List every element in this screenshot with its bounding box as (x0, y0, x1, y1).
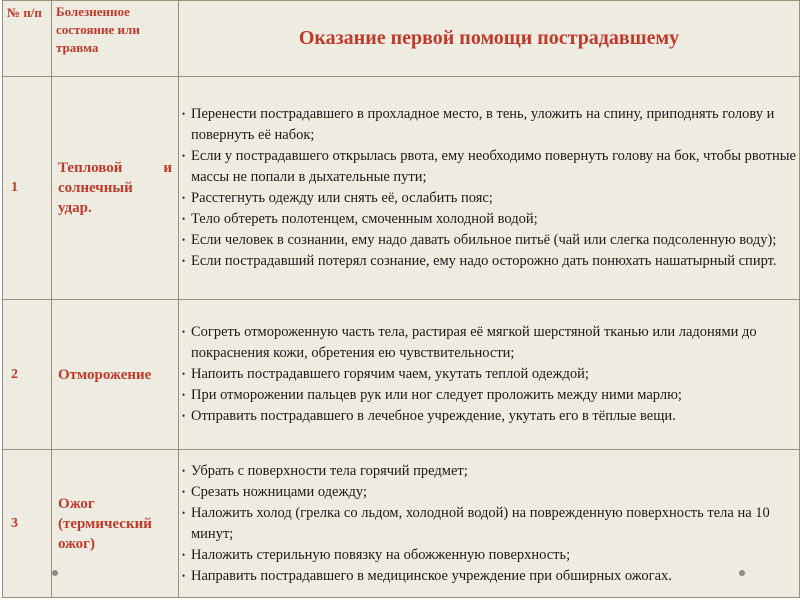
condition-line (58, 158, 172, 178)
step-item: • Перенести пострадавшего в прохладное место, в тень, уложить на спину, приподнять голову и повернуть её набок; (181, 104, 797, 146)
steps-list (181, 322, 797, 427)
header-number-label: № п/п (7, 5, 42, 20)
header-row (3, 1, 800, 77)
row-number-cell (3, 300, 52, 450)
row-condition-cell (52, 450, 179, 598)
row-number-cell (3, 77, 52, 300)
header-number-cell (3, 1, 52, 77)
step-item: • Согреть отмороженную часть тела, растирая её мягкой шерстяной тканью или ладонями до покраснения кожи, обретения ею чувствительности; (181, 322, 797, 364)
steps-list (181, 461, 797, 587)
steps-list (181, 104, 797, 272)
step-item: • При отморожении пальцев рук или ног следует проложить между ними марлю; (181, 385, 797, 406)
header-title-cell (179, 1, 800, 77)
step-item: • Напоить пострадавшего горячим чаем, укутать теплой одеждой; (181, 364, 797, 385)
step-item: • Если человек в сознании, ему надо давать обильное питьё (чай или слегка подсоленную воду); (181, 230, 797, 251)
condition-line: Отморожение (58, 366, 152, 383)
row-steps-cell (179, 77, 800, 300)
step-item: • Если пострадавший потерял сознание, ему надо осторожно дать понюхать нашатырный спирт. (181, 251, 797, 272)
page-title: Оказание первой помощи пострадавшему (298, 27, 680, 49)
row-condition-cell (52, 300, 179, 450)
step-item: • Наложить стерильную повязку на обожженную поверхность; (181, 545, 797, 566)
row-number: 1 (11, 180, 18, 195)
header-condition-label: Болезненное состояние или травма (56, 4, 140, 55)
step-item: • Убрать с поверхности тела горячий предмет; (181, 461, 797, 482)
row-number: 3 (11, 515, 18, 531)
step-item: • Расстегнуть одежду или снять её, ослабить пояс; (181, 188, 797, 209)
decorative-dot (739, 570, 745, 576)
condition-line: ожог) (58, 535, 95, 552)
step-item: • Срезать ножницами одежду; (181, 482, 797, 503)
row-number-cell (3, 450, 52, 598)
table-row (3, 77, 800, 300)
condition-line: солнечный (58, 180, 133, 196)
table-row (3, 300, 800, 450)
condition-line: (термический (58, 515, 152, 532)
condition-line: удар. (58, 200, 92, 216)
decorative-dot (52, 570, 58, 576)
row-steps-cell (179, 300, 800, 450)
step-item: • Тело обтереть полотенцем, смоченным холодной водой; (181, 209, 797, 230)
condition-line: Ожог (58, 495, 95, 512)
first-aid-table (2, 0, 800, 598)
table-row (3, 450, 800, 598)
step-item: • Направить пострадавшего в медицинское учреждение при обширных ожогах. (181, 566, 797, 587)
step-item: • Отправить пострадавшего в лечебное учреждение, укутать его в тёплые вещи. (181, 406, 797, 427)
step-item: • Наложить холод (грелка со льдом, холодной водой) на поврежденную поверхность тела на 10 минут; (181, 503, 797, 545)
row-steps-cell (179, 450, 800, 598)
step-item: • Если у пострадавшего открылась рвота, ему необходимо повернуть голову на бок, чтобы рвотные массы не попали в дыхательные пути; (181, 146, 797, 188)
condition-word: Тепловой (58, 160, 123, 176)
row-number: 2 (11, 366, 18, 382)
condition-word: и (163, 160, 172, 176)
header-condition-cell (52, 1, 179, 77)
row-condition-cell (52, 77, 179, 300)
condition-word (58, 158, 172, 178)
